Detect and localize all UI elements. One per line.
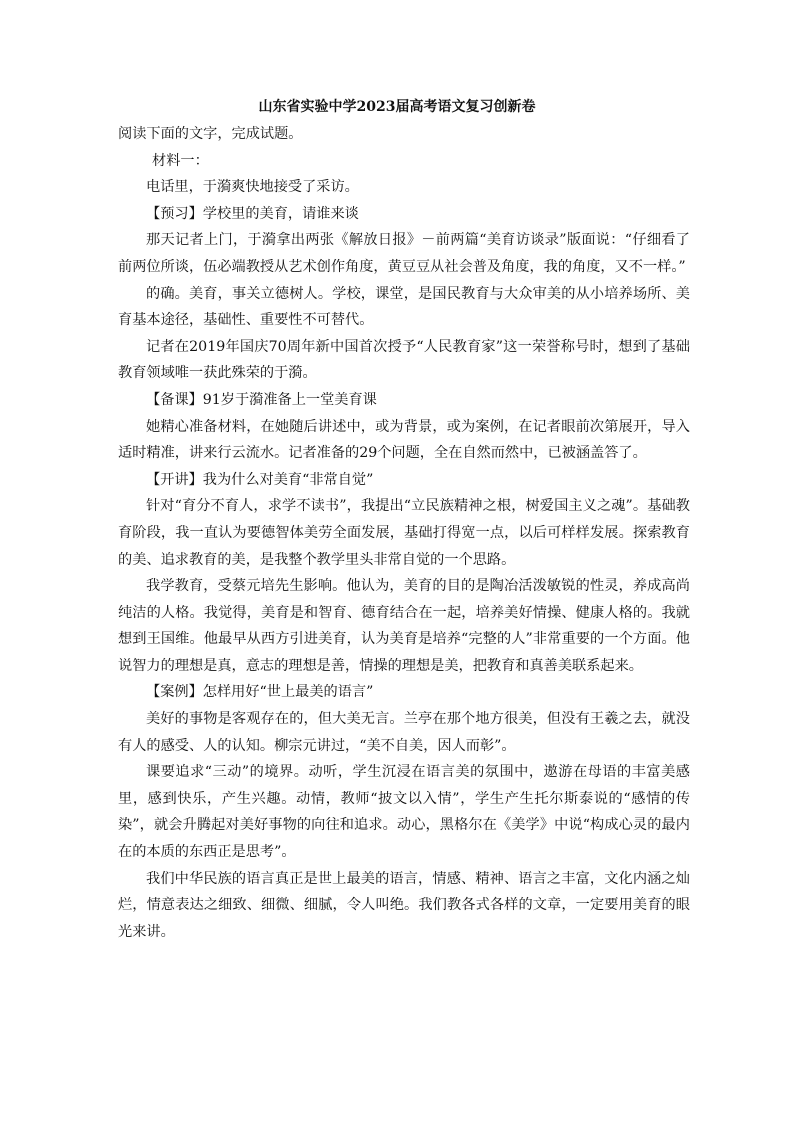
body-paragraph: 美好的事物是客观存在的，但大美无言。兰亭在那个地方很美，但没有王羲之去，就没有人的感受、人的认知。柳宗元讲过，“美不自美，因人而彰”。	[118, 711, 690, 754]
section-heading-case: 【案例】怎样用好“世上最美的语言”	[146, 684, 374, 701]
body-paragraph: 针对“育分不育人，求学不读书”，我提出“立民族精神之根，树爱国主义之魂”。基础教育阶段，我一直认为要德智体美劳全面发展，基础打得宽一点，以后可样样发展。探索教育的美、追求教育的美，是我整个教学里头非常自觉的一个思路。	[118, 498, 690, 568]
body-paragraph: 的确。美育，事关立德树人。学校，课堂，是国民教育与大众审美的从小培养场所、美育基本途径，基础性、重要性不可替代。	[118, 285, 690, 329]
document-body	[118, 121, 690, 945]
material-heading: 材料一：	[152, 152, 209, 169]
body-paragraph: 她精心准备材料，在她随后讲述中，或为背景，或为案例，在记者眼前次第展开，导入适时精准，讲来行云流水。记者准备的29个问题，全在自然而然中，已被涵盖答了。	[118, 418, 690, 462]
section-heading-prepare: 【备课】91岁于漪准备上一堂美育课	[146, 391, 377, 408]
section-heading-lecture: 【开讲】我为什么对美育“非常自觉”	[146, 471, 374, 488]
body-paragraph: 那天记者上门，于漪拿出两张《解放日报》－前两篇“美育访谈录”版面说：“仔细看了前两位所谈，伍必端教授从艺术创作角度，黄豆豆从社会普及角度，我的角度，又不一样。”	[118, 232, 690, 275]
document-title: 山东省实验中学2023届高考语文复习创新卷	[258, 99, 536, 115]
body-paragraph: 电话里，于漪爽快地接受了采访。	[146, 179, 359, 196]
body-paragraph: 课要追求“三动”的境界。动听，学生沉浸在语言美的氛围中，遨游在母语的丰富美感里，感到快乐，产生兴趣。动情，教师“披文以入情”，学生产生托尔斯泰说的“感情的传染”，就会升腾起对美好事物的向往和追求。动心，黑格尔在《美学》中说“构成心灵的最内在的本质的东西正是思考”。	[118, 764, 690, 861]
instruction-paragraph: 阅读下面的文字，完成试题。	[118, 126, 303, 142]
section-heading-preview: 【预习】学校里的美育，请谁来谈	[146, 205, 359, 222]
body-paragraph: 我学教育，受蔡元培先生影响。他认为，美育的目的是陶冶活泼敏锐的性灵，养成高尚纯洁的人格。我觉得，美育是和智育、德育结合在一起，培养美好情操、健康人格的。我就想到王国维。他最早从西方引进美育，认为美育是培养“完整的人”非常重要的一个方面。他说智力的理想是真，意志的理想是善，情操的理想是美，把教育和真善美联系起来。	[118, 578, 690, 674]
body-paragraph: 记者在2019年国庆70周年新中国首次授予“人民教育家”这一荣誉称号时，想到了基础教育领域唯一获此殊荣的于漪。	[118, 338, 690, 382]
body-paragraph: 我们中华民族的语言真正是世上最美的语言，情感、精神、语言之丰富，文化内涵之灿烂，情意表达之细致、细微、细腻，令人叫绝。我们教各式各样的文章，一定要用美育的眼光来讲。	[118, 870, 690, 940]
